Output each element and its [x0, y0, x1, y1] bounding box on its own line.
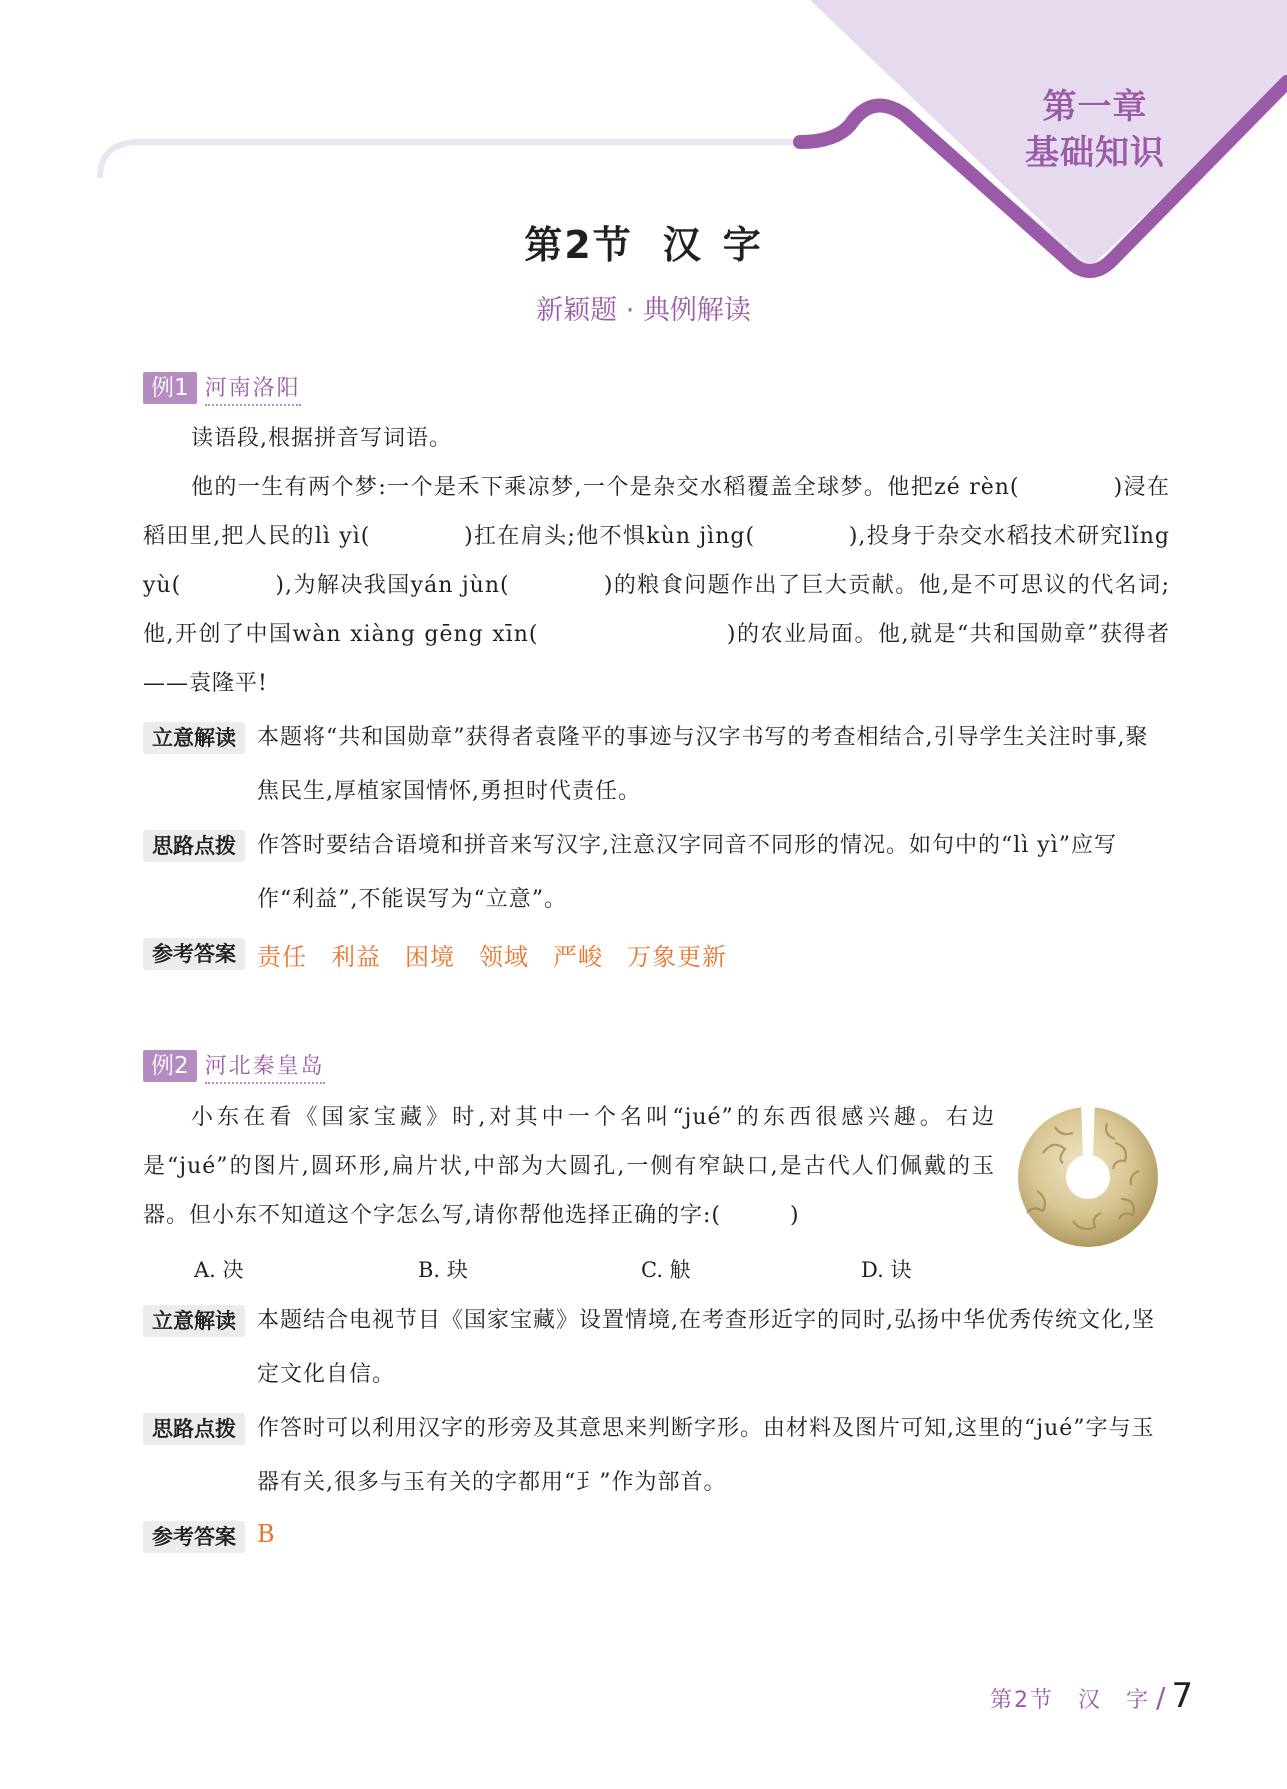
example2-intent-tag: 立意解读 — [143, 1305, 245, 1337]
answer-item: 责任 — [257, 943, 307, 971]
answer-item: 困境 — [405, 943, 455, 971]
example2-hint-tag: 思路点拨 — [143, 1413, 245, 1445]
example2-question: 小东在看《国家宝藏》时,对其中一个名叫“jué”的东西很感兴趣。右边是“jué”的图片,圆环形,扁片状,中部为大圆孔,一侧有窄缺口,是古代人们佩戴的玉器。但小东不知道这个字怎么写,请你帮他选择正确的字:( ) — [143, 1105, 995, 1228]
example1-badge: 例1 — [143, 372, 197, 404]
example2-badge: 例2 — [143, 1050, 197, 1082]
footer-section: 第2节 汉 字 — [990, 1688, 1150, 1713]
example1-hint-tag: 思路点拨 — [143, 830, 245, 862]
example2-region: 河北秦皇岛 — [205, 1049, 325, 1084]
example2-hint-text: 作答时可以利用汉字的形旁及其意思来判断字形。由材料及图片可知,这里的“jué”字与玉器有关,很多与玉有关的字都用“⺩”作为部首。 — [257, 1416, 1155, 1495]
example1-instruction: 读语段,根据拼音写词语。 — [191, 426, 452, 451]
answer-item: 万象更新 — [627, 943, 727, 971]
example1-hint-text: 作答时要结合语境和拼音来写汉字,注意汉字同音不同形的情况。如句中的“lì yì”应写作“利益”,不能误写为“立意”。 — [257, 833, 1118, 912]
option-b: B. 玦 — [418, 1258, 468, 1282]
chapter-number: 第一章 — [1042, 87, 1148, 127]
example1-answer-tag: 参考答案 — [143, 938, 245, 970]
chapter-title: 基础知识 — [1025, 133, 1165, 173]
answer-item: 严峻 — [553, 943, 603, 971]
example1-answers — [257, 937, 751, 972]
footer-separator: / — [1156, 1681, 1166, 1714]
page-number: 7 — [1171, 1676, 1194, 1716]
chapter-tag — [1010, 84, 1180, 176]
example2-answer-tag: 参考答案 — [143, 1521, 245, 1553]
section-title: 第2节 汉 字 — [524, 223, 763, 267]
example1-intent-tag: 立意解读 — [143, 722, 245, 754]
section-subtitle: 新颖题 · 典例解读 — [536, 295, 751, 326]
jade-jue-image — [1015, 1103, 1161, 1251]
answer-item: 利益 — [331, 943, 381, 971]
example1-passage: 他的一生有两个梦:一个是禾下乘凉梦,一个是杂交水稻覆盖全球梦。他把zé rèn( )浸在稻田里,把人民的lì yì( )扛在肩头;他不惧kùn jìng( ),投身于杂交水稻技术研究lǐng yù( ),为解决我国yán jùn( )的粮食问题作出了巨大贡献。他,是不可思议的代名词;他,开创了中国wàn xiàng gēng xīn( )的农业局面。他,就是“共和国勋章”获得者——袁隆平! — [143, 475, 1170, 696]
example1-region: 河南洛阳 — [205, 371, 301, 406]
example1-label — [143, 372, 301, 404]
example2-intent-text: 本题结合电视节目《国家宝藏》设置情境,在考查形近字的同时,弘扬中华优秀传统文化,坚定文化自信。 — [257, 1308, 1155, 1387]
example2-label — [143, 1050, 325, 1082]
example1-intent-text: 本题将“共和国勋章”获得者袁隆平的事迹与汉字书写的考查相结合,引导学生关注时事,聚焦民生,厚植家国情怀,勇担时代责任。 — [257, 725, 1149, 804]
example2-answer: B — [257, 1520, 276, 1548]
option-c: C. 觖 — [641, 1258, 691, 1282]
option-d: D. 诀 — [861, 1258, 912, 1282]
option-a: A. 决 — [194, 1258, 244, 1282]
page-footer — [990, 1676, 1193, 1716]
answer-item: 领域 — [479, 943, 529, 971]
